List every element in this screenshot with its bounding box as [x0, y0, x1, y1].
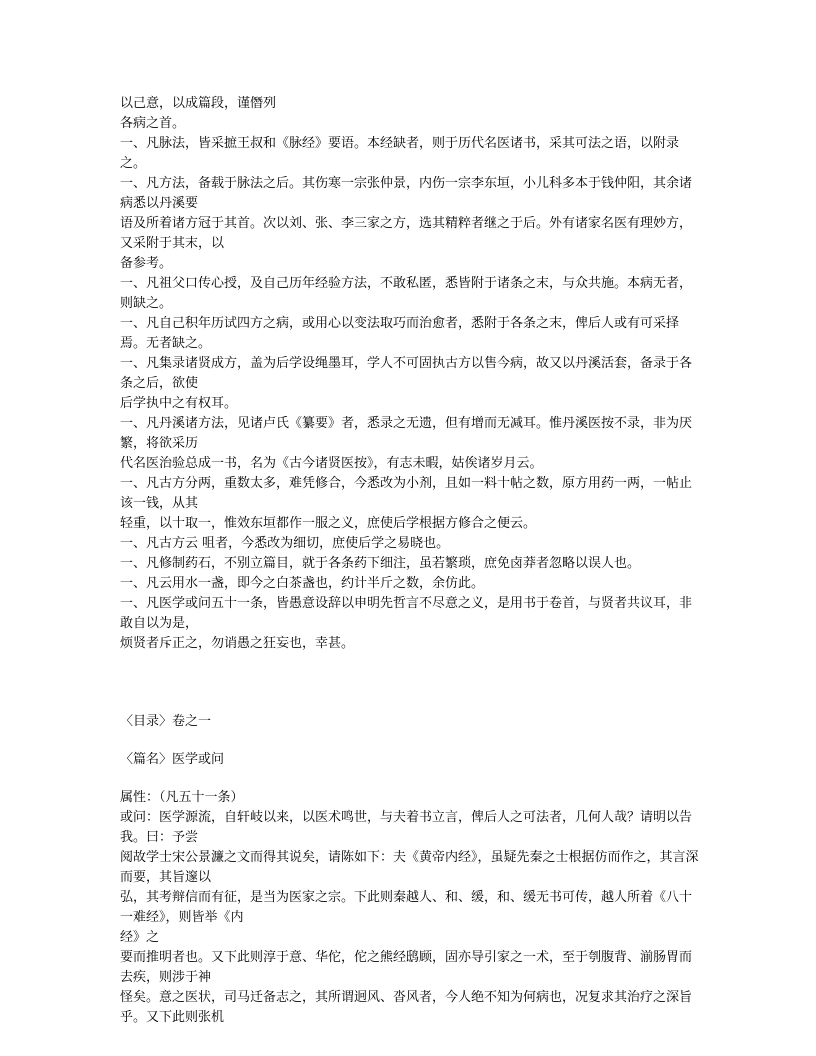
spacer: [120, 770, 700, 788]
text-line: 怪矣。意之医状，司马迁备志之，其所谓迥风、沓风者，今人绝不知为何病也，况复求其治疗之深旨乎。又下此则张机: [120, 990, 693, 1025]
chapter-section: [120, 712, 700, 1028]
text-line: 轻重，以十取一，惟效东垣都作一服之义，庶使后学根据方修合之便云。: [120, 516, 537, 531]
text-line: 后学执中之有权耳。: [120, 396, 238, 411]
text-line: 一、凡祖父口传心授，及自己历年经验方法，不敢私匿，悉皆附于诸条之末，与众共施。本病无者，则缺之。: [120, 276, 693, 311]
text-line: 代名医治验总成一书，名为《古今诸贤医按》，有志未暇，姑俟诸岁月云。: [120, 456, 543, 471]
catalog-heading: 〈目录〉卷之一: [120, 714, 212, 729]
text-line: 备参考。: [120, 256, 173, 271]
text-line: 一、凡医学或问五十一条，皆愚意设辞以申明先哲言不尽意之义，是用书于卷首，与贤者共议耳，非敢自以为是，: [120, 596, 693, 631]
chapter-heading: 〈篇名〉医学或问: [120, 752, 225, 767]
text-line: 一、凡云用水一盏，即今之白茶盏也，约计半斤之数，余仿此。: [120, 576, 485, 591]
text-line: 弘，其考辩信而有征，是当为医家之宗。下此则秦越人、和、缓，和、缓无书可传，越人所着《八十一难经》，则皆举《内: [120, 890, 693, 925]
text-line: 以己意，以成篇段，谨僭列: [120, 96, 277, 111]
text-line: 一、凡丹溪诸方法，见诸卢氏《纂要》者，悉录之无遗，但有增而无减耳。惟丹溪医按不录，非为厌繁，将欲采历: [120, 416, 693, 451]
text-line: 一、凡方法，备载于脉法之后。其伤寒一宗张仲景，内伤一宗李东垣，小儿科多本于钱仲阳，其余诸病悉以丹溪要: [120, 176, 693, 211]
text-line: 属性：（凡五十一条）: [120, 790, 244, 805]
text-line: 语及所着诸方冠于其首。次以刘、张、李三家之方，选其精粹者继之于后。外有诸家名医有理妙方，又采附于其末，以: [120, 216, 693, 251]
preface-section: [120, 94, 700, 654]
section-spacer: [120, 654, 700, 712]
text-line: 烦贤者斥正之，勿诮愚之狂妄也，幸甚。: [120, 636, 355, 651]
text-line: 一、凡脉法，皆采摭王叔和《脉经》要语。本经缺者，则于历代名医诸书，采其可法之语，以附录之。: [120, 136, 680, 171]
text-line: 阅故学士宋公景濂之文而得其说矣，请陈如下：夫《黄帝内经》，虽疑先秦之士根据仿而作之，其言深而要，其旨邃以: [120, 850, 699, 885]
text-line: 一、凡古方分两，重数太多，难凭修合，今悉改为小剂，且如一料十帖之数，原方用药一两，一帖止该一钱，从其: [120, 476, 693, 511]
text-line: 一、凡古方云 咀者，今悉改为细切，庶使后学之易晓也。: [120, 536, 450, 551]
text-line: 一、凡自己积年历试四方之病，或用心以变法取巧而治愈者，悉附于各条之末，俾后人或有可采择焉。无者缺之。: [120, 316, 680, 351]
text-line: 要而推明者也。又下此则淳于意、华佗，佗之熊经鸱顾，固亦导引家之一术，至于刳腹背、湔肠胃而去疾，则涉于神: [120, 950, 693, 985]
text-line: 一、凡修制药石，不别立篇目，就于各条药下细注，虽若繁琐，庶免卤莽者忽略以误人也。: [120, 556, 641, 571]
text-line: 各病之首。: [120, 116, 186, 131]
text-line: 经》之: [120, 930, 160, 945]
document-page: [120, 94, 700, 1028]
text-line: 一、凡集录诸贤成方，盖为后学设绳墨耳，学人不可固执古方以售今病，故又以丹溪活套，备录于各条之后，欲使: [120, 356, 693, 391]
text-line: 或问：医学源流，自轩岐以来，以医术鸣世，与夫着书立言，俾后人之可法者，几何人哉？请明以告我。曰：予尝: [120, 810, 693, 845]
spacer: [120, 732, 700, 750]
